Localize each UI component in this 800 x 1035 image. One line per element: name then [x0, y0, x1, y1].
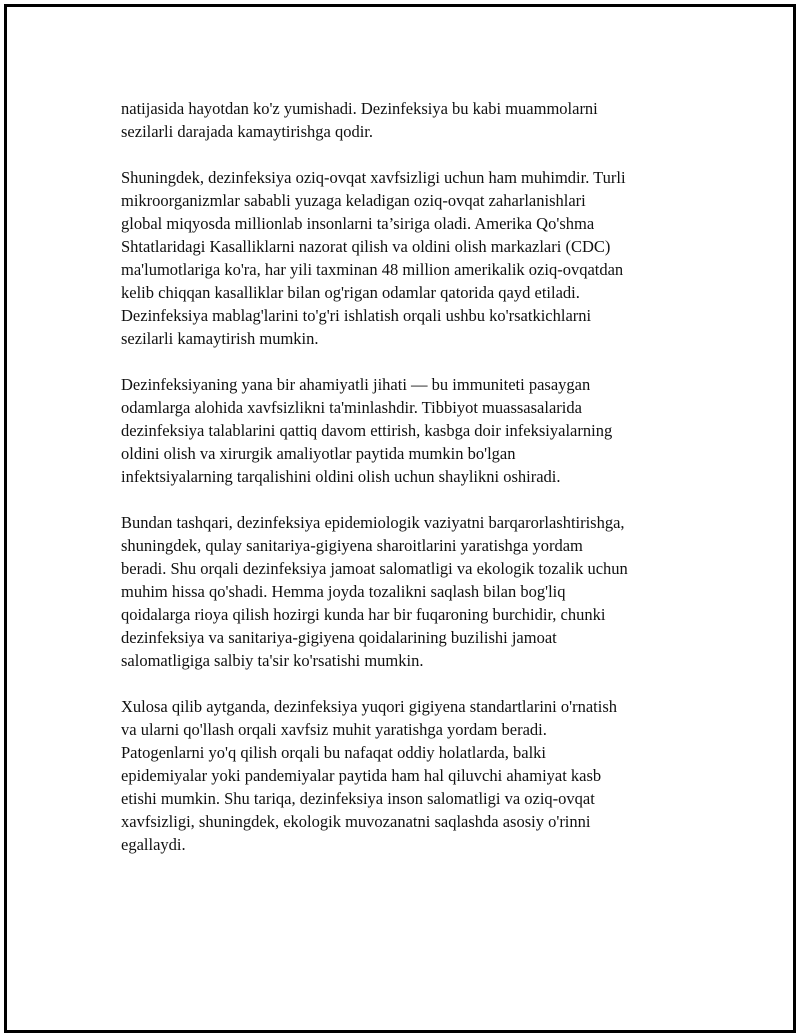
text-line: muhim hissa qo'shadi. Hemma joyda tozalikni saqlash bilan bog'liq [121, 582, 566, 601]
text-line: natijasida hayotdan ko'z yumishadi. Dezinfeksiya bu kabi muammolarni [121, 99, 598, 118]
paragraph-2 [121, 166, 701, 350]
text-line: beradi. Shu orqali dezinfeksiya jamoat salomatligi va ekologik tozalik uchun [121, 559, 628, 578]
text-line: Xulosa qilib aytganda, dezinfeksiya yuqori gigiyena standartlarini o'rnatish [121, 697, 618, 716]
text-line: va ularni qo'llash orqali xavfsiz muhit yaratishga yordam beradi. [121, 720, 547, 739]
text-line: dezinfeksiya va sanitariya-gigiyena qoidalarining buzilishi jamoat [121, 628, 557, 647]
text-line: egallaydi. [121, 835, 186, 854]
text-line: etishi mumkin. Shu tariqa, dezinfeksiya inson salomatligi va oziq-ovqat [121, 789, 595, 808]
paragraph-5 [121, 695, 701, 856]
text-line: oldini olish va xirurgik amaliyotlar paytida mumkin bo'lgan [121, 444, 516, 463]
paragraph-3 [121, 373, 701, 488]
text-line: epidemiyalar yoki pandemiyalar paytida ham hal qiluvchi ahamiyat kasb [121, 766, 602, 785]
text-line: Dezinfeksiya mablag'larini to'g'ri ishlatish orqali ushbu ko'rsatkichlarni [121, 306, 592, 325]
text-line: dezinfeksiya talablarini qattiq davom ettirish, kasbga doir infeksiyalarning [121, 421, 613, 440]
text-line: infektsiyalarning tarqalishini oldini olish uchun shaylikni oshiradi. [121, 467, 561, 486]
text-line: ma'lumotlariga ko'ra, har yili taxminan 48 million amerikalik oziq-ovqatdan [121, 260, 624, 279]
text-line: shuningdek, qulay sanitariya-gigiyena sharoitlarini yaratishga yordam [121, 536, 583, 555]
paragraph-4 [121, 511, 701, 672]
document-body [121, 97, 701, 879]
paragraph-1 [121, 97, 701, 143]
text-line: xavfsizligi, shuningdek, ekologik muvozanatni saqlashda asosiy o'rinni [121, 812, 591, 831]
text-line: kelib chiqqan kasalliklar bilan og'rigan odamlar qatorida qayd etiladi. [121, 283, 580, 302]
text-line: Bundan tashqari, dezinfeksiya epidemiologik vaziyatni barqarorlashtirishga, [121, 513, 625, 532]
text-line: qoidalarga rioya qilish hozirgi kunda har bir fuqaroning burchidir, chunki [121, 605, 606, 624]
text-line: Shuningdek, dezinfeksiya oziq-ovqat xavfsizligi uchun ham muhimdir. Turli [121, 168, 626, 187]
text-line: sezilarli kamaytirish mumkin. [121, 329, 319, 348]
text-line: salomatligiga salbiy ta'sir ko'rsatishi mumkin. [121, 651, 424, 670]
text-line: Patogenlarni yo'q qilish orqali bu nafaqat oddiy holatlarda, balki [121, 743, 546, 762]
page-frame [4, 4, 796, 1033]
text-line: sezilarli darajada kamaytirishga qodir. [121, 122, 373, 141]
text-line: Dezinfeksiyaning yana bir ahamiyatli jihati — bu immuniteti pasaygan [121, 375, 591, 394]
text-line: Shtatlaridagi Kasalliklarni nazorat qilish va oldini olish markazlari (CDC) [121, 237, 611, 256]
text-line: mikroorganizmlar sababli yuzaga keladigan oziq-ovqat zaharlanishlari [121, 191, 586, 210]
text-line: odamlarga alohida xavfsizlikni ta'minlashdir. Tibbiyot muassasalarida [121, 398, 582, 417]
text-line: global miqyosda millionlab insonlarni ta’siriga oladi. Amerika Qo'shma [121, 214, 595, 233]
